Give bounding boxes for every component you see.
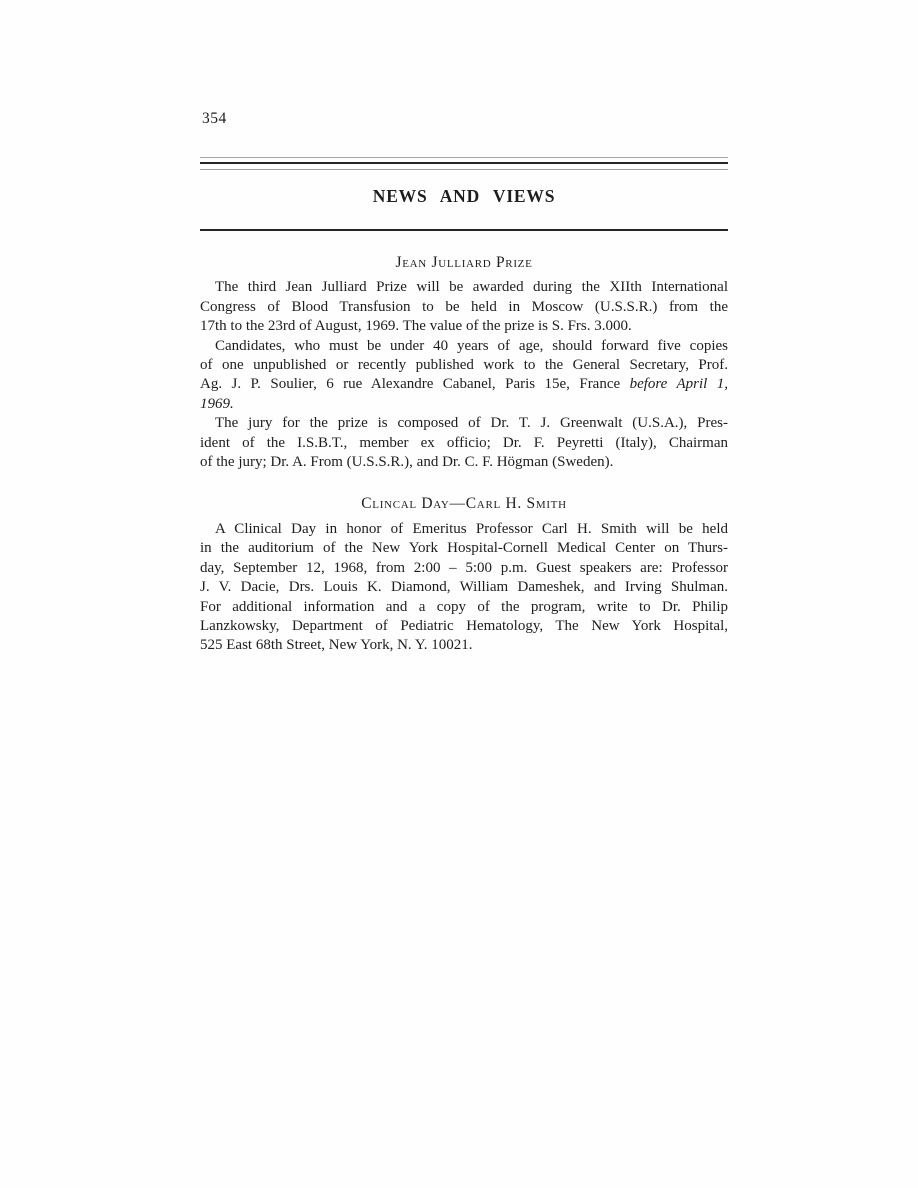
text-segment: Ag. J. P. Soulier, 6 rue Alexandre Cabanel, Paris 15e, France [200,376,630,393]
text-line [200,559,728,578]
section [200,494,728,655]
sections [200,253,728,656]
text-segment: The jury for the prize is composed of Dr. T. J. Greenwalt (U.S.A.), Pres- [215,415,728,432]
text-segment: 1969. [200,395,234,412]
article-body [200,253,728,656]
text-line [200,453,728,472]
rule-line-thin-top [200,157,728,158]
text-line [200,298,728,317]
text-segment: Candidates, who must be under 40 years of age, should forward five copies [215,337,728,354]
paragraph [200,520,728,656]
header-double-rule [200,157,728,170]
page-number: 354 [202,110,227,127]
text-line [200,520,728,539]
page-title: NEWS AND VIEWS [372,186,556,206]
text-segment: The third Jean Julliard Prize will be awarded during the XIIth International [215,279,728,296]
text-line [200,578,728,597]
text-segment: For additional information and a copy of the program, write to Dr. Philip [200,598,728,615]
rule-line-thin-bottom [200,169,728,170]
text-segment: of the jury; Dr. A. From (U.S.S.R.), and Dr. C. F. Högman (Sweden). [200,454,614,471]
text-line [200,434,728,453]
text-segment: J. V. Dacie, Drs. Louis K. Diamond, William Dameshek, and Irving Shulman. [200,579,728,596]
text-line [200,356,728,375]
paragraph [200,278,728,336]
text-segment: Congress of Blood Transfusion to be held in Moscow (U.S.S.R.) from the [200,298,728,315]
section-heading: Clincal Day—Carl H. Smith [361,495,567,513]
text-line [200,414,728,433]
text-segment: Lanzkowsky, Department of Pediatric Hematology, The New York Hospital, [200,617,728,634]
text-segment: before April 1, [629,376,728,393]
text-segment: 17th to the 23rd of August, 1969. The value of the prize is S. Frs. 3.000. [200,318,632,335]
rule-line-thick [200,162,728,164]
section-heading: Jean Julliard Prize [395,254,533,271]
text-line [200,337,728,356]
section [200,253,728,472]
text-segment: of one unpublished or recently published work to the General Secretary, Prof. [200,357,728,374]
text-segment: day, September 12, 1968, from 2:00 – 5:00 p.m. Guest speakers are: Professor [200,559,728,576]
text-segment: A Clinical Day in honor of Emeritus Professor Carl H. Smith will be held [215,520,728,537]
text-line [200,395,728,414]
text-line [200,317,728,336]
text-line [200,278,728,297]
text-segment: in the auditorium of the New York Hospital-Cornell Medical Center on Thurs- [200,540,728,557]
text-line [200,375,728,394]
text-line [200,617,728,636]
text-segment: 525 East 68th Street, New York, N. Y. 10021. [200,637,473,654]
paragraph [200,414,728,472]
text-line [200,539,728,558]
title-underline-rule [200,229,728,231]
text-segment: ident of the I.S.B.T., member ex officio; Dr. F. Peyretti (Italy), Chairman [200,434,728,451]
text-line [200,598,728,617]
text-line [200,636,728,655]
paragraph [200,337,728,415]
